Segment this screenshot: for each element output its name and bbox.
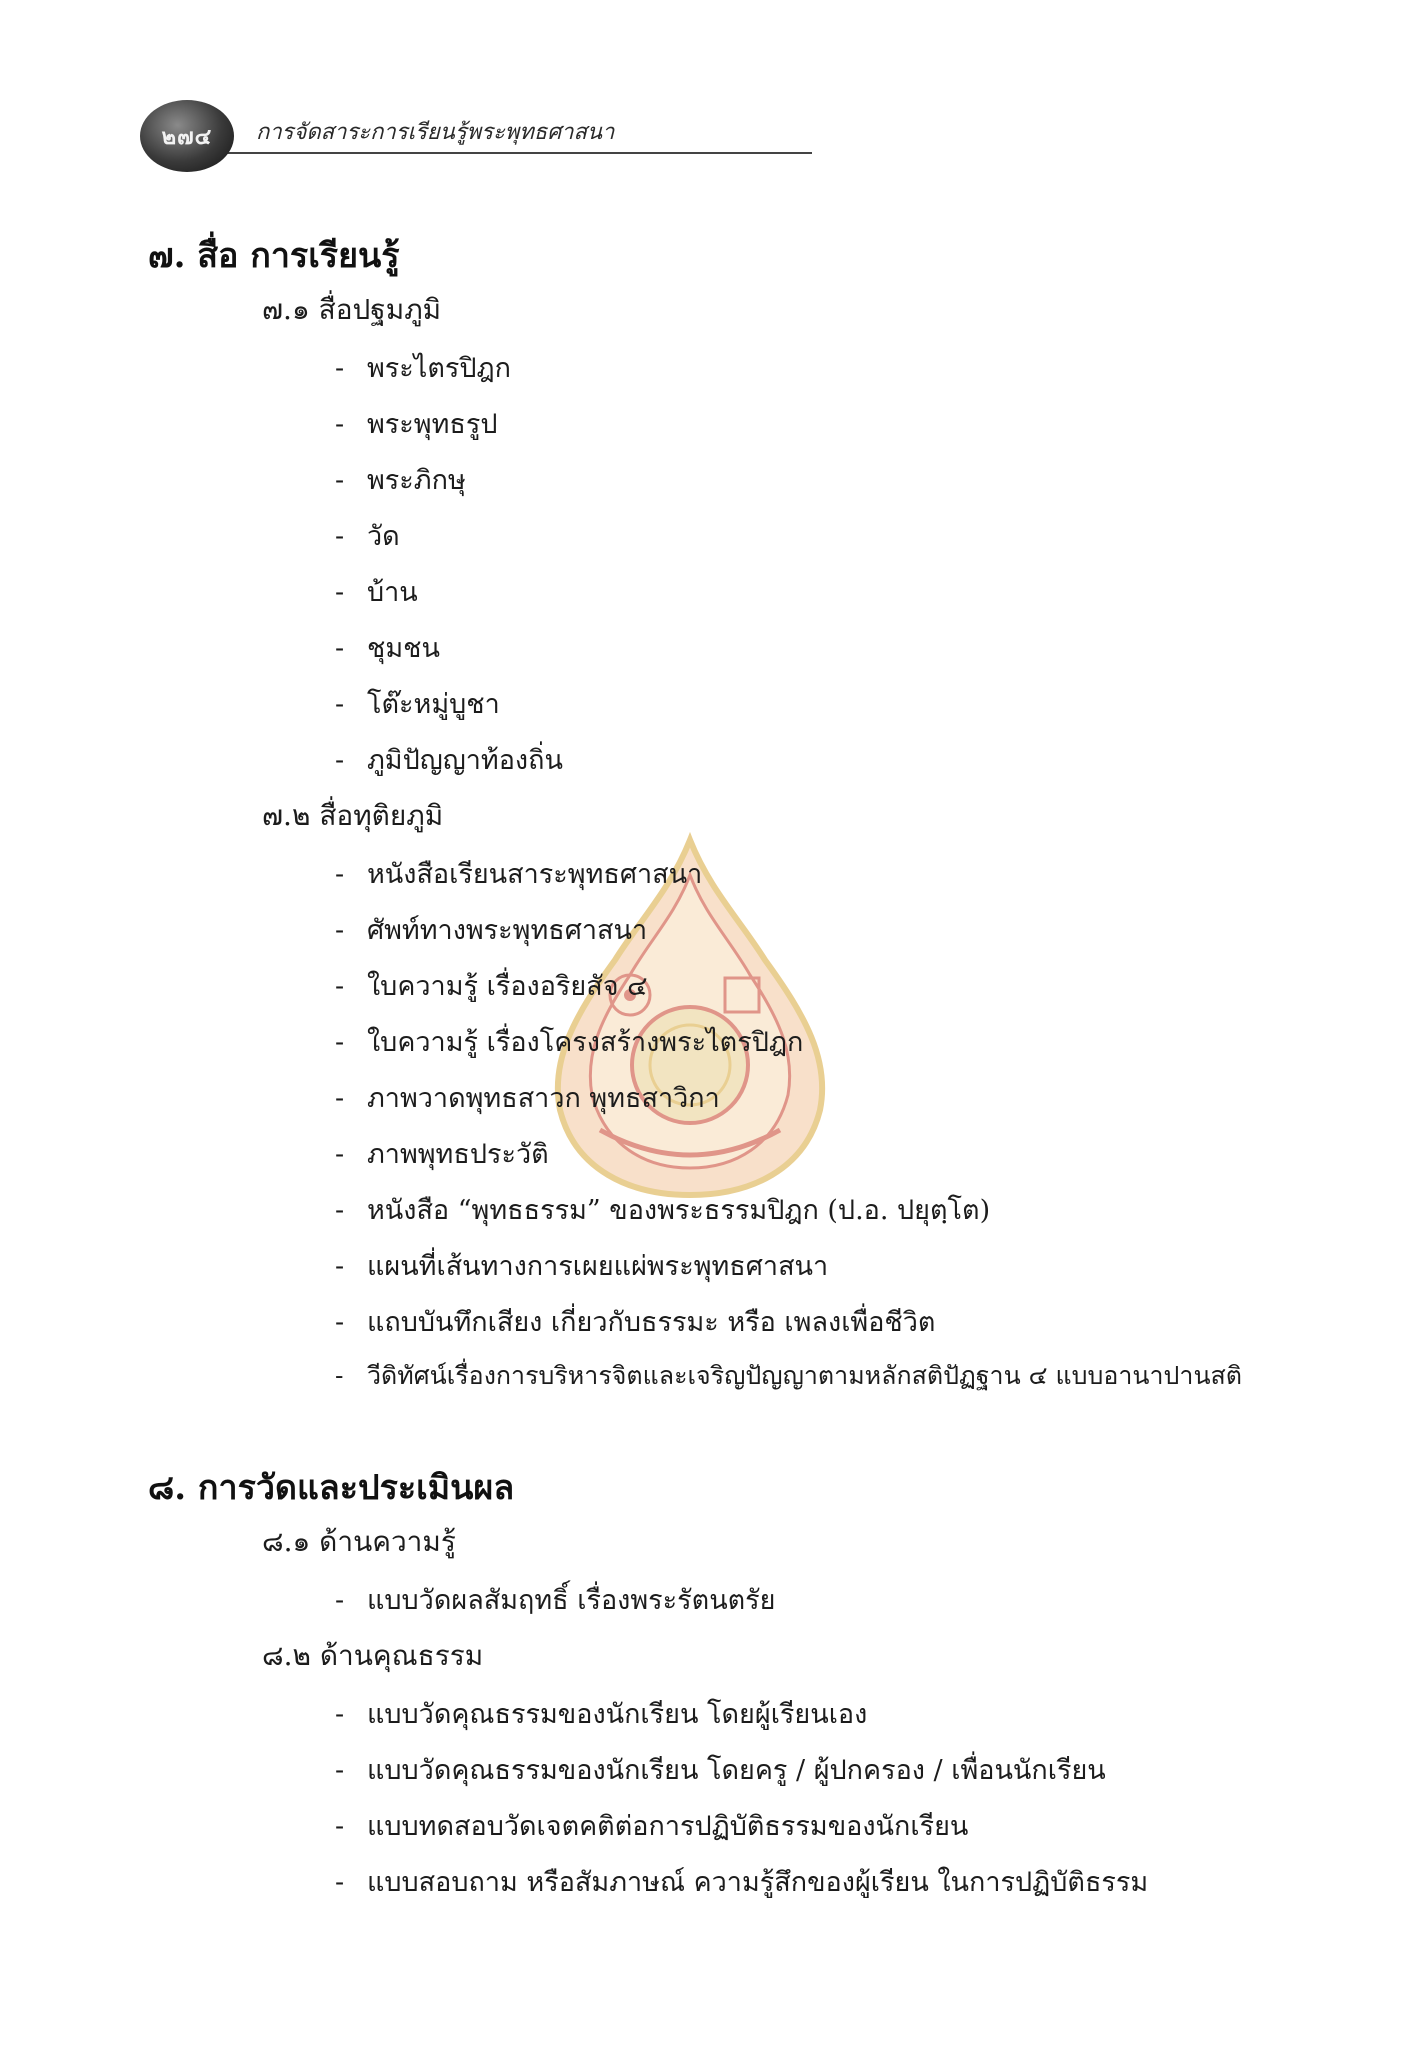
list-item: - แผนที่เส้นทางการเผยแผ่พระพุทธศาสนา [335, 1251, 829, 1282]
list-item: - แบบสอบถาม หรือสัมภาษณ์ ความรู้สึกของผู้เรียน ในการปฏิบัติธรรม [335, 1867, 1149, 1898]
list-item: - แบบวัดคุณธรรมของนักเรียน โดยครู / ผู้ปกครอง / เพื่อนนักเรียน [335, 1755, 1106, 1786]
list-item: - ภาพพุทธประวัติ [335, 1139, 549, 1170]
list-item: - ภูมิปัญญาท้องถิ่น [335, 745, 563, 776]
list-item: - พระพุทธรูป [335, 409, 498, 440]
running-title: การจัดสาระการเรียนรู้พระพุทธศาสนา [256, 120, 615, 145]
list-item: - ศัพท์ทางพระพุทธศาสนา [335, 915, 648, 946]
list-item: - แบบวัดผลสัมฤทธิ์ เรื่องพระรัตนตรัย [335, 1585, 776, 1616]
subsection-heading-morality: ๘.๒ ด้านคุณธรรม [262, 1639, 484, 1672]
running-header [140, 98, 680, 178]
section-heading-media: ๗. สื่อ การเรียนรู้ [148, 236, 400, 276]
list-item: - ใบความรู้ เรื่องอริยสัจ ๔ [335, 971, 648, 1002]
list-item: - แถบบันทึกเสียง เกี่ยวกับธรรมะ หรือ เพลงเพื่อชีวิต [335, 1307, 936, 1338]
list-item: - ภาพวาดพุทธสาวก พุทธสาวิกา [335, 1083, 720, 1114]
list-item: - ใบความรู้ เรื่องโครงสร้างพระไตรปิฎก [335, 1027, 804, 1058]
subsection-heading-primary-media: ๗.๑ สื่อปฐมภูมิ [262, 293, 442, 326]
subsection-heading-secondary-media: ๗.๒ สื่อทุติยภูมิ [262, 799, 444, 832]
section-heading-assessment: ๘. การวัดและประเมินผล [148, 1468, 515, 1508]
subsection-heading-knowledge: ๘.๑ ด้านความรู้ [262, 1525, 456, 1558]
page-number-badge [140, 100, 234, 172]
list-item: - วัด [335, 521, 400, 552]
list-item: - หนังสือ “พุทธธรรม” ของพระธรรมปิฎก (ป.อ. ปยุตฺโต) [335, 1195, 991, 1226]
list-item: - แบบทดสอบวัดเจตคติต่อการปฏิบัติธรรมของนักเรียน [335, 1811, 969, 1842]
list-item: - แบบวัดคุณธรรมของนักเรียน โดยผู้เรียนเอง [335, 1699, 868, 1730]
list-item: - บ้าน [335, 577, 418, 608]
list-item: - โต๊ะหมู่บูชา [335, 689, 500, 720]
page-number: ๒๗๔ [161, 123, 213, 150]
header-rule [220, 152, 812, 154]
list-item: - พระภิกษุ [335, 465, 466, 496]
list-item: - ชุมชน [335, 633, 440, 664]
list-item: - พระไตรปิฎก [335, 353, 512, 384]
list-item: - วีดิทัศน์เรื่องการบริหารจิตและเจริญปัญญาตามหลักสติปัฏฐาน ๔ แบบอานาปานสติ [335, 1361, 1243, 1390]
list-item: - หนังสือเรียนสาระพุทธศาสนา [335, 859, 703, 890]
